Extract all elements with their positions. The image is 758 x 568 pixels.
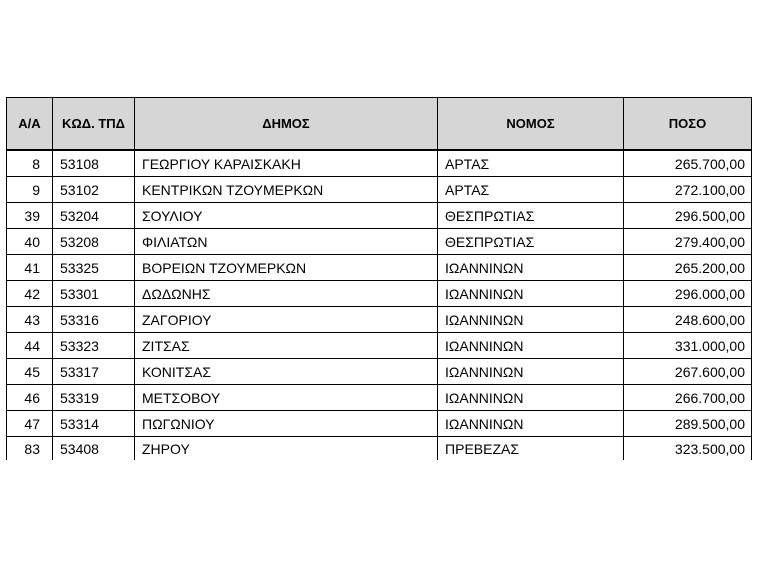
cell-dimos: ΠΩΓΩΝΙΟΥ xyxy=(135,411,438,437)
cell-poso: 248.600,00 xyxy=(624,307,752,333)
cell-aa: 46 xyxy=(7,385,53,411)
cell-aa: 39 xyxy=(7,203,53,229)
cell-nomos: ΙΩΑΝΝΙΝΩΝ xyxy=(438,255,624,281)
cell-kod: 53301 xyxy=(53,281,135,307)
cell-nomos: ΘΕΣΠΡΩΤΙΑΣ xyxy=(438,229,624,255)
cell-nomos: ΑΡΤΑΣ xyxy=(438,177,624,203)
cell-aa: 40 xyxy=(7,229,53,255)
cell-nomos: ΙΩΑΝΝΙΝΩΝ xyxy=(438,333,624,359)
cell-dimos: ΜΕΤΣΟΒΟΥ xyxy=(135,385,438,411)
municipality-funding-table xyxy=(6,97,752,460)
cell-aa: 43 xyxy=(7,307,53,333)
cell-kod: 53319 xyxy=(53,385,135,411)
cell-aa: 83 xyxy=(7,437,53,461)
cell-poso: 267.600,00 xyxy=(624,359,752,385)
cell-dimos: ΖΑΓΟΡΙΟΥ xyxy=(135,307,438,333)
cell-dimos: ΚΕΝΤΡΙΚΩΝ ΤΖΟΥΜΕΡΚΩΝ xyxy=(135,177,438,203)
cell-dimos: ΖΗΡΟΥ xyxy=(135,437,438,461)
cell-poso: 289.500,00 xyxy=(624,411,752,437)
cell-dimos: ΦΙΛΙΑΤΩΝ xyxy=(135,229,438,255)
header-dimos: ΔΗΜΟΣ xyxy=(135,98,438,151)
header-row xyxy=(7,98,752,151)
cell-nomos: ΙΩΑΝΝΙΝΩΝ xyxy=(438,307,624,333)
table-row xyxy=(7,281,752,307)
table-row xyxy=(7,385,752,411)
cell-kod: 53208 xyxy=(53,229,135,255)
cell-nomos: ΙΩΑΝΝΙΝΩΝ xyxy=(438,281,624,307)
table-body xyxy=(7,150,752,460)
table-row xyxy=(7,307,752,333)
table-row xyxy=(7,255,752,281)
table-row xyxy=(7,359,752,385)
cell-poso: 323.500,00 xyxy=(624,437,752,461)
table-row xyxy=(7,203,752,229)
table-row xyxy=(7,333,752,359)
cell-poso: 265.200,00 xyxy=(624,255,752,281)
cell-kod: 53108 xyxy=(53,150,135,177)
cell-nomos: ΠΡΕΒΕΖΑΣ xyxy=(438,437,624,461)
cell-nomos: ΙΩΑΝΝΙΝΩΝ xyxy=(438,385,624,411)
cell-kod: 53323 xyxy=(53,333,135,359)
cell-kod: 53408 xyxy=(53,437,135,461)
cell-dimos: ΣΟΥΛΙΟΥ xyxy=(135,203,438,229)
cell-poso: 296.000,00 xyxy=(624,281,752,307)
cell-dimos: ΚΟΝΙΤΣΑΣ xyxy=(135,359,438,385)
cell-aa: 44 xyxy=(7,333,53,359)
cell-poso: 265.700,00 xyxy=(624,150,752,177)
header-kod-tpd: ΚΩΔ. ΤΠΔ xyxy=(53,98,135,151)
cell-dimos: ΒΟΡΕΙΩΝ ΤΖΟΥΜΕΡΚΩΝ xyxy=(135,255,438,281)
table-row xyxy=(7,229,752,255)
cell-kod: 53317 xyxy=(53,359,135,385)
cell-poso: 279.400,00 xyxy=(624,229,752,255)
header-nomos: ΝΟΜΟΣ xyxy=(438,98,624,151)
cell-aa: 42 xyxy=(7,281,53,307)
table-header xyxy=(7,98,752,151)
table-row xyxy=(7,150,752,177)
cell-kod: 53102 xyxy=(53,177,135,203)
cell-kod: 53204 xyxy=(53,203,135,229)
cell-dimos: ΔΩΔΩΝΗΣ xyxy=(135,281,438,307)
cell-nomos: ΘΕΣΠΡΩΤΙΑΣ xyxy=(438,203,624,229)
cell-kod: 53316 xyxy=(53,307,135,333)
cell-kod: 53314 xyxy=(53,411,135,437)
cell-dimos: ΓΕΩΡΓΙΟΥ ΚΑΡΑΙΣΚΑΚΗ xyxy=(135,150,438,177)
cell-poso: 266.700,00 xyxy=(624,385,752,411)
header-poso: ΠΟΣΟ xyxy=(624,98,752,151)
table-row xyxy=(7,177,752,203)
cell-kod: 53325 xyxy=(53,255,135,281)
cell-poso: 331.000,00 xyxy=(624,333,752,359)
table-row xyxy=(7,437,752,461)
cell-poso: 272.100,00 xyxy=(624,177,752,203)
header-aa: Α/Α xyxy=(7,98,53,151)
cell-aa: 45 xyxy=(7,359,53,385)
cell-poso: 296.500,00 xyxy=(624,203,752,229)
table-row xyxy=(7,411,752,437)
cell-aa: 47 xyxy=(7,411,53,437)
cell-nomos: ΙΩΑΝΝΙΝΩΝ xyxy=(438,359,624,385)
cell-nomos: ΑΡΤΑΣ xyxy=(438,150,624,177)
cell-aa: 41 xyxy=(7,255,53,281)
cell-dimos: ΖΙΤΣΑΣ xyxy=(135,333,438,359)
cell-aa: 9 xyxy=(7,177,53,203)
cell-aa: 8 xyxy=(7,150,53,177)
cell-nomos: ΙΩΑΝΝΙΝΩΝ xyxy=(438,411,624,437)
